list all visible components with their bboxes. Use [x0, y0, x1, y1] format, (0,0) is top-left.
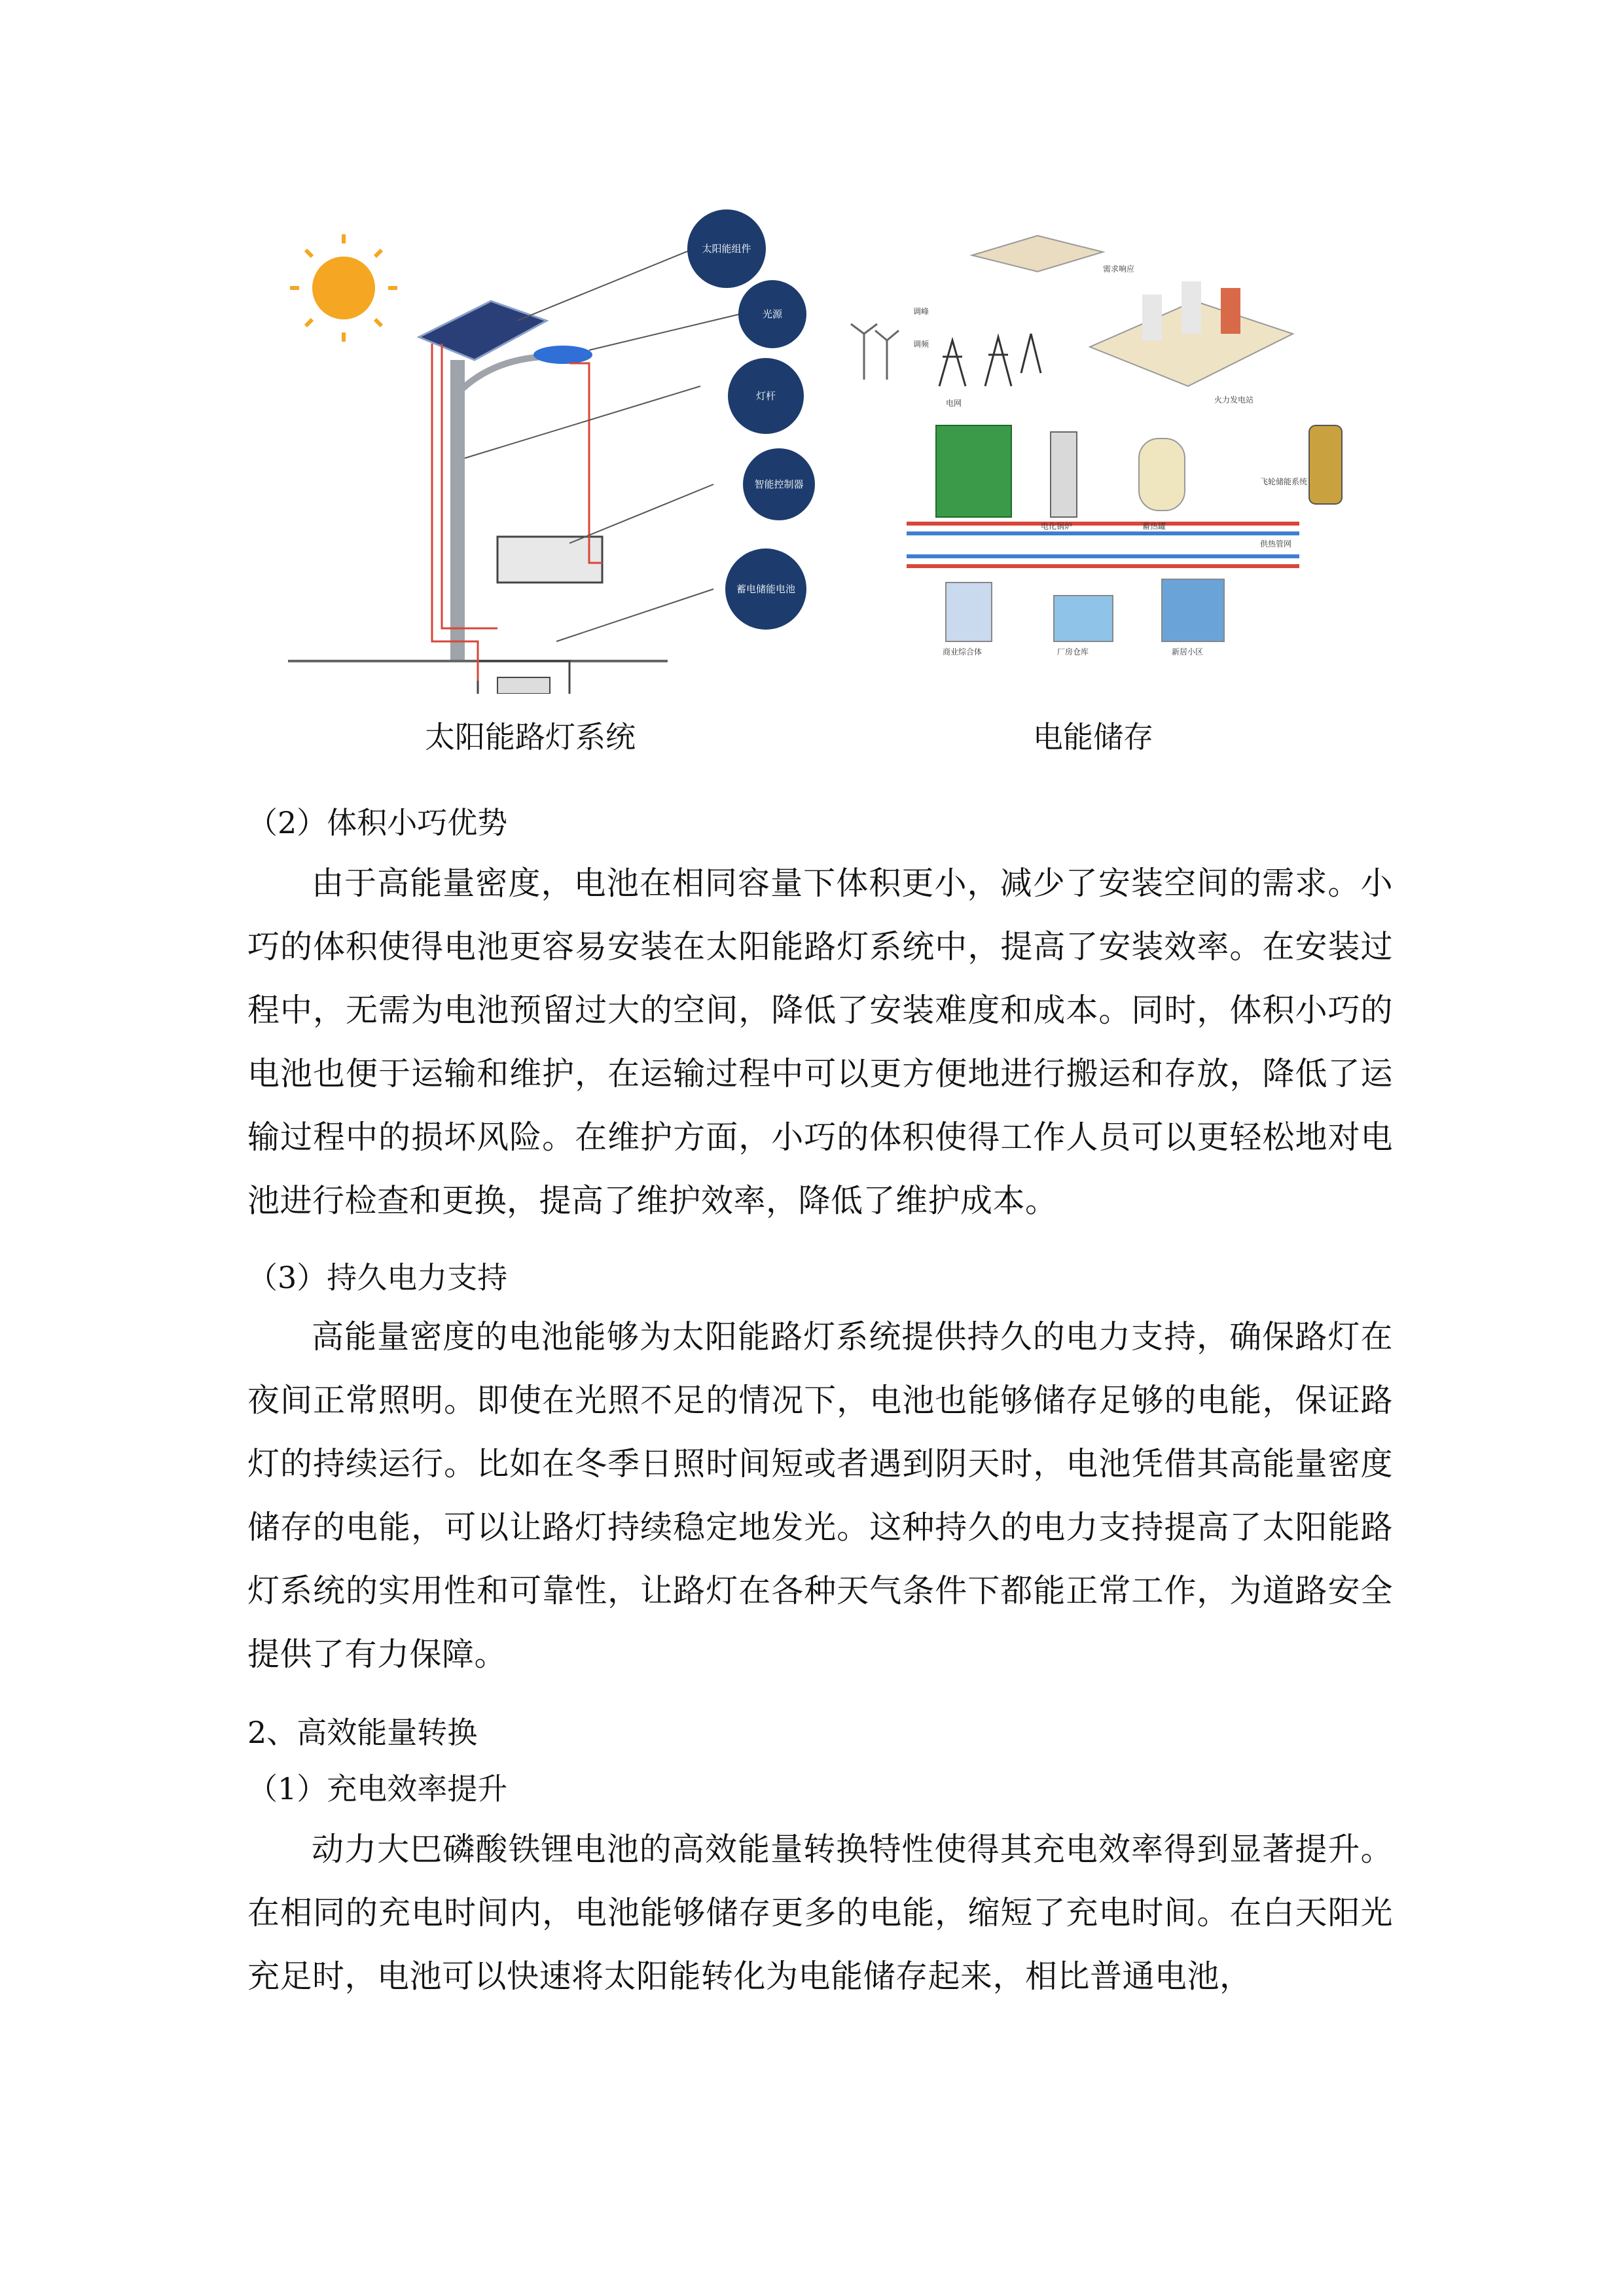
- solar-street-light-figure: [281, 209, 825, 694]
- energy-storage-figure: [841, 216, 1384, 674]
- section-subheading: （1）充电效率提升: [247, 1771, 508, 1806]
- section-volume: [247, 802, 1393, 1232]
- solar-label-4: 蓄电储能电池: [736, 584, 796, 595]
- storage-label-0: 电网: [946, 399, 962, 408]
- storage-label-4: 飞轮储能系统: [1260, 477, 1308, 486]
- storage-label-6: 商业综合体: [943, 647, 983, 656]
- lamp-head-icon: [533, 346, 592, 364]
- control-center-icon: [972, 236, 1103, 272]
- storage-label-5: 供热管网: [1260, 539, 1292, 548]
- solar-panel-icon: [419, 301, 547, 360]
- figure-caption-storage: 电能储存: [1033, 719, 1153, 755]
- commercial-building-icon: [946, 583, 992, 641]
- factory-icon: [1054, 596, 1113, 641]
- section-title: 2、高效能量转换: [247, 1715, 478, 1750]
- storage-label-10: 调频: [913, 340, 929, 349]
- storage-label-2: 电化锅炉: [1041, 522, 1073, 531]
- boiler-icon: [1051, 432, 1077, 517]
- wind-turbine-icon: [851, 324, 899, 380]
- solar-label-0: 太阳能组件: [702, 243, 751, 255]
- section-paragraph: 高能量密度的电池能够为太阳能路灯系统提供持久的电力支持，确保路灯在夜间正常照明。即使在光照不足的情况下，电池也能够储存足够的电能，保证路灯的持续运行。比如在冬季日照时间短或者遇到阴天时，电池凭借其高能量密度储存的电能，可以让路灯持续稳定地发光。这种持久的电力支持提高了太阳能路灯系统的实用性和可靠性，让路灯在各种天气条件下都能正常工作，为道路安全提供了有力保障。: [247, 1318, 1393, 1673]
- storage-label-11: 需求响应: [1103, 264, 1135, 274]
- figure-caption-solar: 太阳能路灯系统: [425, 719, 636, 755]
- solar-label-3: 智能控制器: [754, 479, 804, 490]
- storage-label-1: 火力发电站: [1214, 395, 1254, 404]
- lamp-pole: [450, 360, 465, 661]
- storage-label-3: 蓄热罐: [1142, 522, 1166, 531]
- section-heading: （3）持久电力支持: [247, 1260, 508, 1295]
- flywheel-icon: [1309, 425, 1342, 504]
- section-power: [247, 1257, 1393, 1686]
- power-tower-icon: [939, 334, 1041, 386]
- storage-label-9: 调峰: [913, 307, 929, 316]
- green-cabinet-icon: [936, 425, 1011, 517]
- storage-label-8: 新居小区: [1172, 647, 1204, 656]
- sun-icon: [290, 234, 397, 342]
- storage-label-7: 厂房仓库: [1057, 647, 1089, 656]
- section-heading: （2）体积小巧优势: [247, 805, 508, 840]
- controller-box-icon: [497, 537, 602, 583]
- solar-label-1: 光源: [762, 309, 783, 320]
- residential-icon: [1162, 579, 1224, 641]
- solar-label-2: 灯杆: [755, 391, 776, 402]
- heat-tank-icon: [1139, 439, 1185, 511]
- section-efficiency: [247, 1712, 1393, 2008]
- section-paragraph: 由于高能量密度，电池在相同容量下体积更小，减少了安装空间的需求。小巧的体积使得电池更容易安装在太阳能路灯系统中，提高了安装效率。在安装过程中，无需为电池预留过大的空间，降低了安装难度和成本。同时，体积小巧的电池也便于运输和维护，在运输过程中可以更方便地进行搬运和存放，降低了运输过程中的损坏风险。在维护方面，小巧的体积使得工作人员可以更轻松地对电池进行检查和更换，提高了维护效率，降低了维护成本。: [247, 865, 1393, 1219]
- section-paragraph: 动力大巴磷酸铁锂电池的高效能量转换特性使得其充电效率得到显著提升。在相同的充电时间内，电池能够储存更多的电能，缩短了充电时间。在白天阳光充足时，电池可以快速将太阳能转化为电能储存起来，相比普通电池，: [247, 1831, 1393, 1995]
